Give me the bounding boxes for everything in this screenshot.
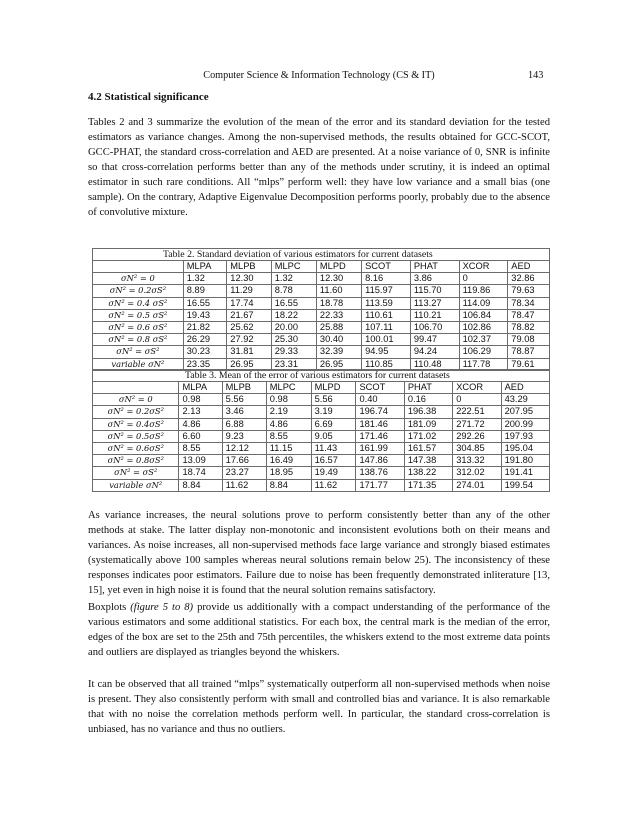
table-cell: 17.66 <box>222 455 266 467</box>
table-corner-cell <box>93 261 184 273</box>
table-cell: 9.05 <box>311 430 356 442</box>
section-heading: 4.2 Statistical significance <box>88 91 209 103</box>
table-cell: 100.01 <box>362 334 411 346</box>
table-cell: 181.09 <box>404 418 452 430</box>
column-header: MLPA <box>179 382 222 394</box>
table-cell: 8.55 <box>266 430 311 442</box>
table-cell: 8.78 <box>271 285 316 297</box>
column-header: MLPA <box>183 261 227 273</box>
table-2-body <box>93 273 550 371</box>
table-cell: 79.61 <box>508 358 550 370</box>
table-cell: 313.32 <box>453 455 501 467</box>
table-cell: 171.02 <box>404 430 452 442</box>
row-label: σN² = 0.5 σS² <box>93 309 184 321</box>
table-cell: 138.22 <box>404 467 452 479</box>
table-cell: 27.92 <box>227 334 271 346</box>
table-cell: 13.09 <box>179 455 222 467</box>
table-cell: 78.82 <box>508 321 550 333</box>
column-header: MLPB <box>222 382 266 394</box>
table-cell: 0.40 <box>356 394 404 406</box>
table-3 <box>92 369 550 492</box>
table-2-caption: Table 2. Standard deviation of various estimators for current datasets <box>92 248 550 260</box>
table-cell: 30.40 <box>316 334 361 346</box>
table-cell: 195.04 <box>501 442 549 454</box>
row-label: σN² = 0.2σS² <box>93 285 184 297</box>
table-cell: 102.86 <box>459 321 508 333</box>
table-cell: 1.32 <box>271 273 316 285</box>
row-label: σN² = σS² <box>93 346 184 358</box>
table-cell: 43.29 <box>501 394 549 406</box>
table-cell: 4.86 <box>266 418 311 430</box>
table-cell: 78.47 <box>508 309 550 321</box>
paragraph-3 <box>88 600 550 660</box>
table-cell: 12.30 <box>227 273 271 285</box>
table-cell: 8.84 <box>266 479 311 491</box>
table-cell: 181.46 <box>356 418 404 430</box>
table-cell: 113.59 <box>362 297 411 309</box>
paragraph-4: It can be observed that all trained “mlps” systematically outperform all non-supervised methods when noise is present. They also consistently perform with small and controlled bias and variance. It is also remarkable that with no noise the correlation methods perform well. In particular, the standard cross-correlation is unbiased, has no variance and thus no outliers. <box>88 679 550 735</box>
table-cell: 16.55 <box>183 297 227 309</box>
column-header: XCOR <box>453 382 501 394</box>
table-cell: 0.98 <box>266 394 311 406</box>
row-label: σN² = 0.2σS² <box>93 406 179 418</box>
table-cell: 110.48 <box>410 358 459 370</box>
table-cell: 171.46 <box>356 430 404 442</box>
table-cell: 78.34 <box>508 297 550 309</box>
table-cell: 8.55 <box>179 442 222 454</box>
table-cell: 191.41 <box>501 467 549 479</box>
table-cell: 117.78 <box>459 358 508 370</box>
journal-name: Computer Science & Information Technology (CS & IT) <box>203 70 435 81</box>
table-row <box>93 479 550 491</box>
table-cell: 22.33 <box>316 309 361 321</box>
table-cell: 11.62 <box>222 479 266 491</box>
table-row <box>93 346 550 358</box>
table-cell: 9.23 <box>222 430 266 442</box>
table-row <box>93 455 550 467</box>
table-row <box>93 321 550 333</box>
column-header: SCOT <box>356 382 404 394</box>
table-cell: 94.95 <box>362 346 411 358</box>
table-cell: 0 <box>459 273 508 285</box>
table-cell: 18.78 <box>316 297 361 309</box>
table-cell: 2.13 <box>179 406 222 418</box>
column-header: MLPC <box>271 261 316 273</box>
paragraph-3-rest: provide us additionally with a compact understanding of the performance of the various estimators and some additional statistics. For each box, the central mark is the median of the error, edges of the box are set to the 25th and 75th percentiles, the whiskers extend to the most extreme data points and outliers are displayed as triangles beyond the whiskers. <box>88 602 550 658</box>
table-cell: 23.31 <box>271 358 316 370</box>
row-label: σN² = 0 <box>93 273 184 285</box>
row-label: σN² = 0.4 σS² <box>93 297 184 309</box>
table-cell: 5.56 <box>222 394 266 406</box>
table-cell: 16.55 <box>271 297 316 309</box>
table-cell: 20.00 <box>271 321 316 333</box>
row-label: σN² = 0.6 σS² <box>93 321 184 333</box>
row-label: σN² = 0.8 σS² <box>93 334 184 346</box>
table-cell: 21.67 <box>227 309 271 321</box>
table-cell: 114.09 <box>459 297 508 309</box>
paragraph-3-lead: Boxplots <box>88 602 131 613</box>
table-cell: 26.29 <box>183 334 227 346</box>
table-cell: 31.81 <box>227 346 271 358</box>
table-cell: 110.61 <box>362 309 411 321</box>
table-cell: 161.57 <box>404 442 452 454</box>
table-cell: 200.99 <box>501 418 549 430</box>
table-row <box>93 430 550 442</box>
column-header: PHAT <box>404 382 452 394</box>
table-cell: 115.70 <box>410 285 459 297</box>
table-cell: 197.93 <box>501 430 549 442</box>
table-cell: 171.35 <box>404 479 452 491</box>
table-3-caption: Table 3. Mean of the error of various estimators for current datasets <box>92 369 550 381</box>
table-cell: 207.95 <box>501 406 549 418</box>
table-cell: 171.77 <box>356 479 404 491</box>
column-header: AED <box>501 382 549 394</box>
table-cell: 147.38 <box>404 455 452 467</box>
table-cell: 18.95 <box>266 467 311 479</box>
table-cell: 6.69 <box>311 418 356 430</box>
table-cell: 138.76 <box>356 467 404 479</box>
table-row <box>93 442 550 454</box>
table-cell: 1.32 <box>183 273 227 285</box>
table-cell: 110.85 <box>362 358 411 370</box>
table-cell: 29.33 <box>271 346 316 358</box>
table-cell: 32.86 <box>508 273 550 285</box>
table-row <box>93 273 550 285</box>
table-cell: 21.82 <box>183 321 227 333</box>
page-number: 143 <box>528 70 544 81</box>
row-label: σN² = σS² <box>93 467 179 479</box>
row-label: σN² = 0 <box>93 394 179 406</box>
table-cell: 25.30 <box>271 334 316 346</box>
row-label: σN² = 0.8σS² <box>93 455 179 467</box>
table-cell: 196.74 <box>356 406 404 418</box>
table-2-header-row <box>93 261 550 273</box>
row-label: variable σN² <box>93 479 179 491</box>
table-row <box>93 334 550 346</box>
table-cell: 119.86 <box>459 285 508 297</box>
table-cell: 94.24 <box>410 346 459 358</box>
table-cell: 3.86 <box>410 273 459 285</box>
table-cell: 8.16 <box>362 273 411 285</box>
table-cell: 292.26 <box>453 430 501 442</box>
table-cell: 11.43 <box>311 442 356 454</box>
table-cell: 199.54 <box>501 479 549 491</box>
table-cell: 16.49 <box>266 455 311 467</box>
table-cell: 106.70 <box>410 321 459 333</box>
table-3-header-row <box>93 382 550 394</box>
column-header: PHAT <box>410 261 459 273</box>
table-cell: 11.15 <box>266 442 311 454</box>
paragraph-1: Tables 2 and 3 summarize the evolution of the mean of the error and its standard deviation for the tested estimators as variance changes. Among the non-supervised methods, the results obtained for GCC-SCOT, GCC-PHAT, the standard cross-correlation and AED are presented. At a noise variance of 0, SNR is infinite so that cross-correlation performs better than any of the methods under scrutiny, it is indeed an optimal estimator in such rare conditions. All “mlps” perform well: they have low variance and a small bias (one sample). On the contrary, Adaptive Eigenvalue Decomposition performs poorly, probably due to the absence of convolutive mixture. <box>88 117 550 218</box>
table-cell: 106.84 <box>459 309 508 321</box>
table-cell: 78.87 <box>508 346 550 358</box>
table-cell: 196.38 <box>404 406 452 418</box>
table-cell: 4.86 <box>179 418 222 430</box>
table-cell: 25.88 <box>316 321 361 333</box>
table-3-body <box>93 394 550 492</box>
row-label: σN² = 0.4σS² <box>93 418 179 430</box>
table-cell: 161.99 <box>356 442 404 454</box>
table-cell: 11.62 <box>311 479 356 491</box>
column-header: MLPD <box>316 261 361 273</box>
table-cell: 115.97 <box>362 285 411 297</box>
table-cell: 16.57 <box>311 455 356 467</box>
table-cell: 99.47 <box>410 334 459 346</box>
table-cell: 0.98 <box>179 394 222 406</box>
table-cell: 312.02 <box>453 467 501 479</box>
table-cell: 147.86 <box>356 455 404 467</box>
column-header: MLPC <box>266 382 311 394</box>
table-cell: 6.60 <box>179 430 222 442</box>
table-cell: 26.95 <box>227 358 271 370</box>
column-header: AED <box>508 261 550 273</box>
column-header: MLPB <box>227 261 271 273</box>
table-cell: 2.19 <box>266 406 311 418</box>
table-cell: 12.30 <box>316 273 361 285</box>
table-row <box>93 467 550 479</box>
table-cell: 271.72 <box>453 418 501 430</box>
table-cell: 30.23 <box>183 346 227 358</box>
table-cell: 11.60 <box>316 285 361 297</box>
table-cell: 23.27 <box>222 467 266 479</box>
table-cell: 8.84 <box>179 479 222 491</box>
table-cell: 11.29 <box>227 285 271 297</box>
table-cell: 12.12 <box>222 442 266 454</box>
table-cell: 106.29 <box>459 346 508 358</box>
table-cell: 110.21 <box>410 309 459 321</box>
row-label: variable σN² <box>93 358 184 370</box>
table-cell: 79.08 <box>508 334 550 346</box>
figure-reference: (figure 5 to 8) <box>130 602 194 613</box>
table-cell: 17.74 <box>227 297 271 309</box>
table-cell: 19.49 <box>311 467 356 479</box>
table-cell: 6.88 <box>222 418 266 430</box>
table-row <box>93 309 550 321</box>
table-cell: 19.43 <box>183 309 227 321</box>
table-cell: 32.39 <box>316 346 361 358</box>
table-cell: 3.46 <box>222 406 266 418</box>
table-cell: 8.89 <box>183 285 227 297</box>
table-cell: 5.56 <box>311 394 356 406</box>
table-cell: 18.74 <box>179 467 222 479</box>
table-cell: 0 <box>453 394 501 406</box>
table-row <box>93 418 550 430</box>
table-cell: 274.01 <box>453 479 501 491</box>
column-header: XCOR <box>459 261 508 273</box>
table-cell: 102.37 <box>459 334 508 346</box>
table-cell: 191.80 <box>501 455 549 467</box>
row-label: σN² = 0.6σS² <box>93 442 179 454</box>
table-row <box>93 297 550 309</box>
table-cell: 222.51 <box>453 406 501 418</box>
table-row <box>93 285 550 297</box>
table-cell: 3.19 <box>311 406 356 418</box>
column-header: MLPD <box>311 382 356 394</box>
table-cell: 25.62 <box>227 321 271 333</box>
row-label: σN² = 0.5σS² <box>93 430 179 442</box>
table-cell: 0.16 <box>404 394 452 406</box>
table-row <box>93 394 550 406</box>
table-cell: 113.27 <box>410 297 459 309</box>
table-cell: 79.63 <box>508 285 550 297</box>
table-cell: 304.85 <box>453 442 501 454</box>
table-cell: 26.95 <box>316 358 361 370</box>
table-row <box>93 406 550 418</box>
table-cell: 107.11 <box>362 321 411 333</box>
table-corner-cell <box>93 382 179 394</box>
table-2 <box>92 248 550 371</box>
table-cell: 23.35 <box>183 358 227 370</box>
paragraph-2: As variance increases, the neural solutions prove to perform consistently better than any of the other methods at stake. The latter display non-monotonic and inconsistent evolutions both on their means and variances. As noise increases, all non-supervised methods face large variance and strongly biased estimates (systematically above 100 samples whereas neural solutions remain below 25). The inconsistency of these responses indicates poor estimators. Failure due to noise has been frequently demonstrated inliterature [13, 15], yet even in high noise it is found that the neural solution remains satisfactory. <box>88 510 550 596</box>
table-cell: 18.22 <box>271 309 316 321</box>
column-header: SCOT <box>362 261 411 273</box>
